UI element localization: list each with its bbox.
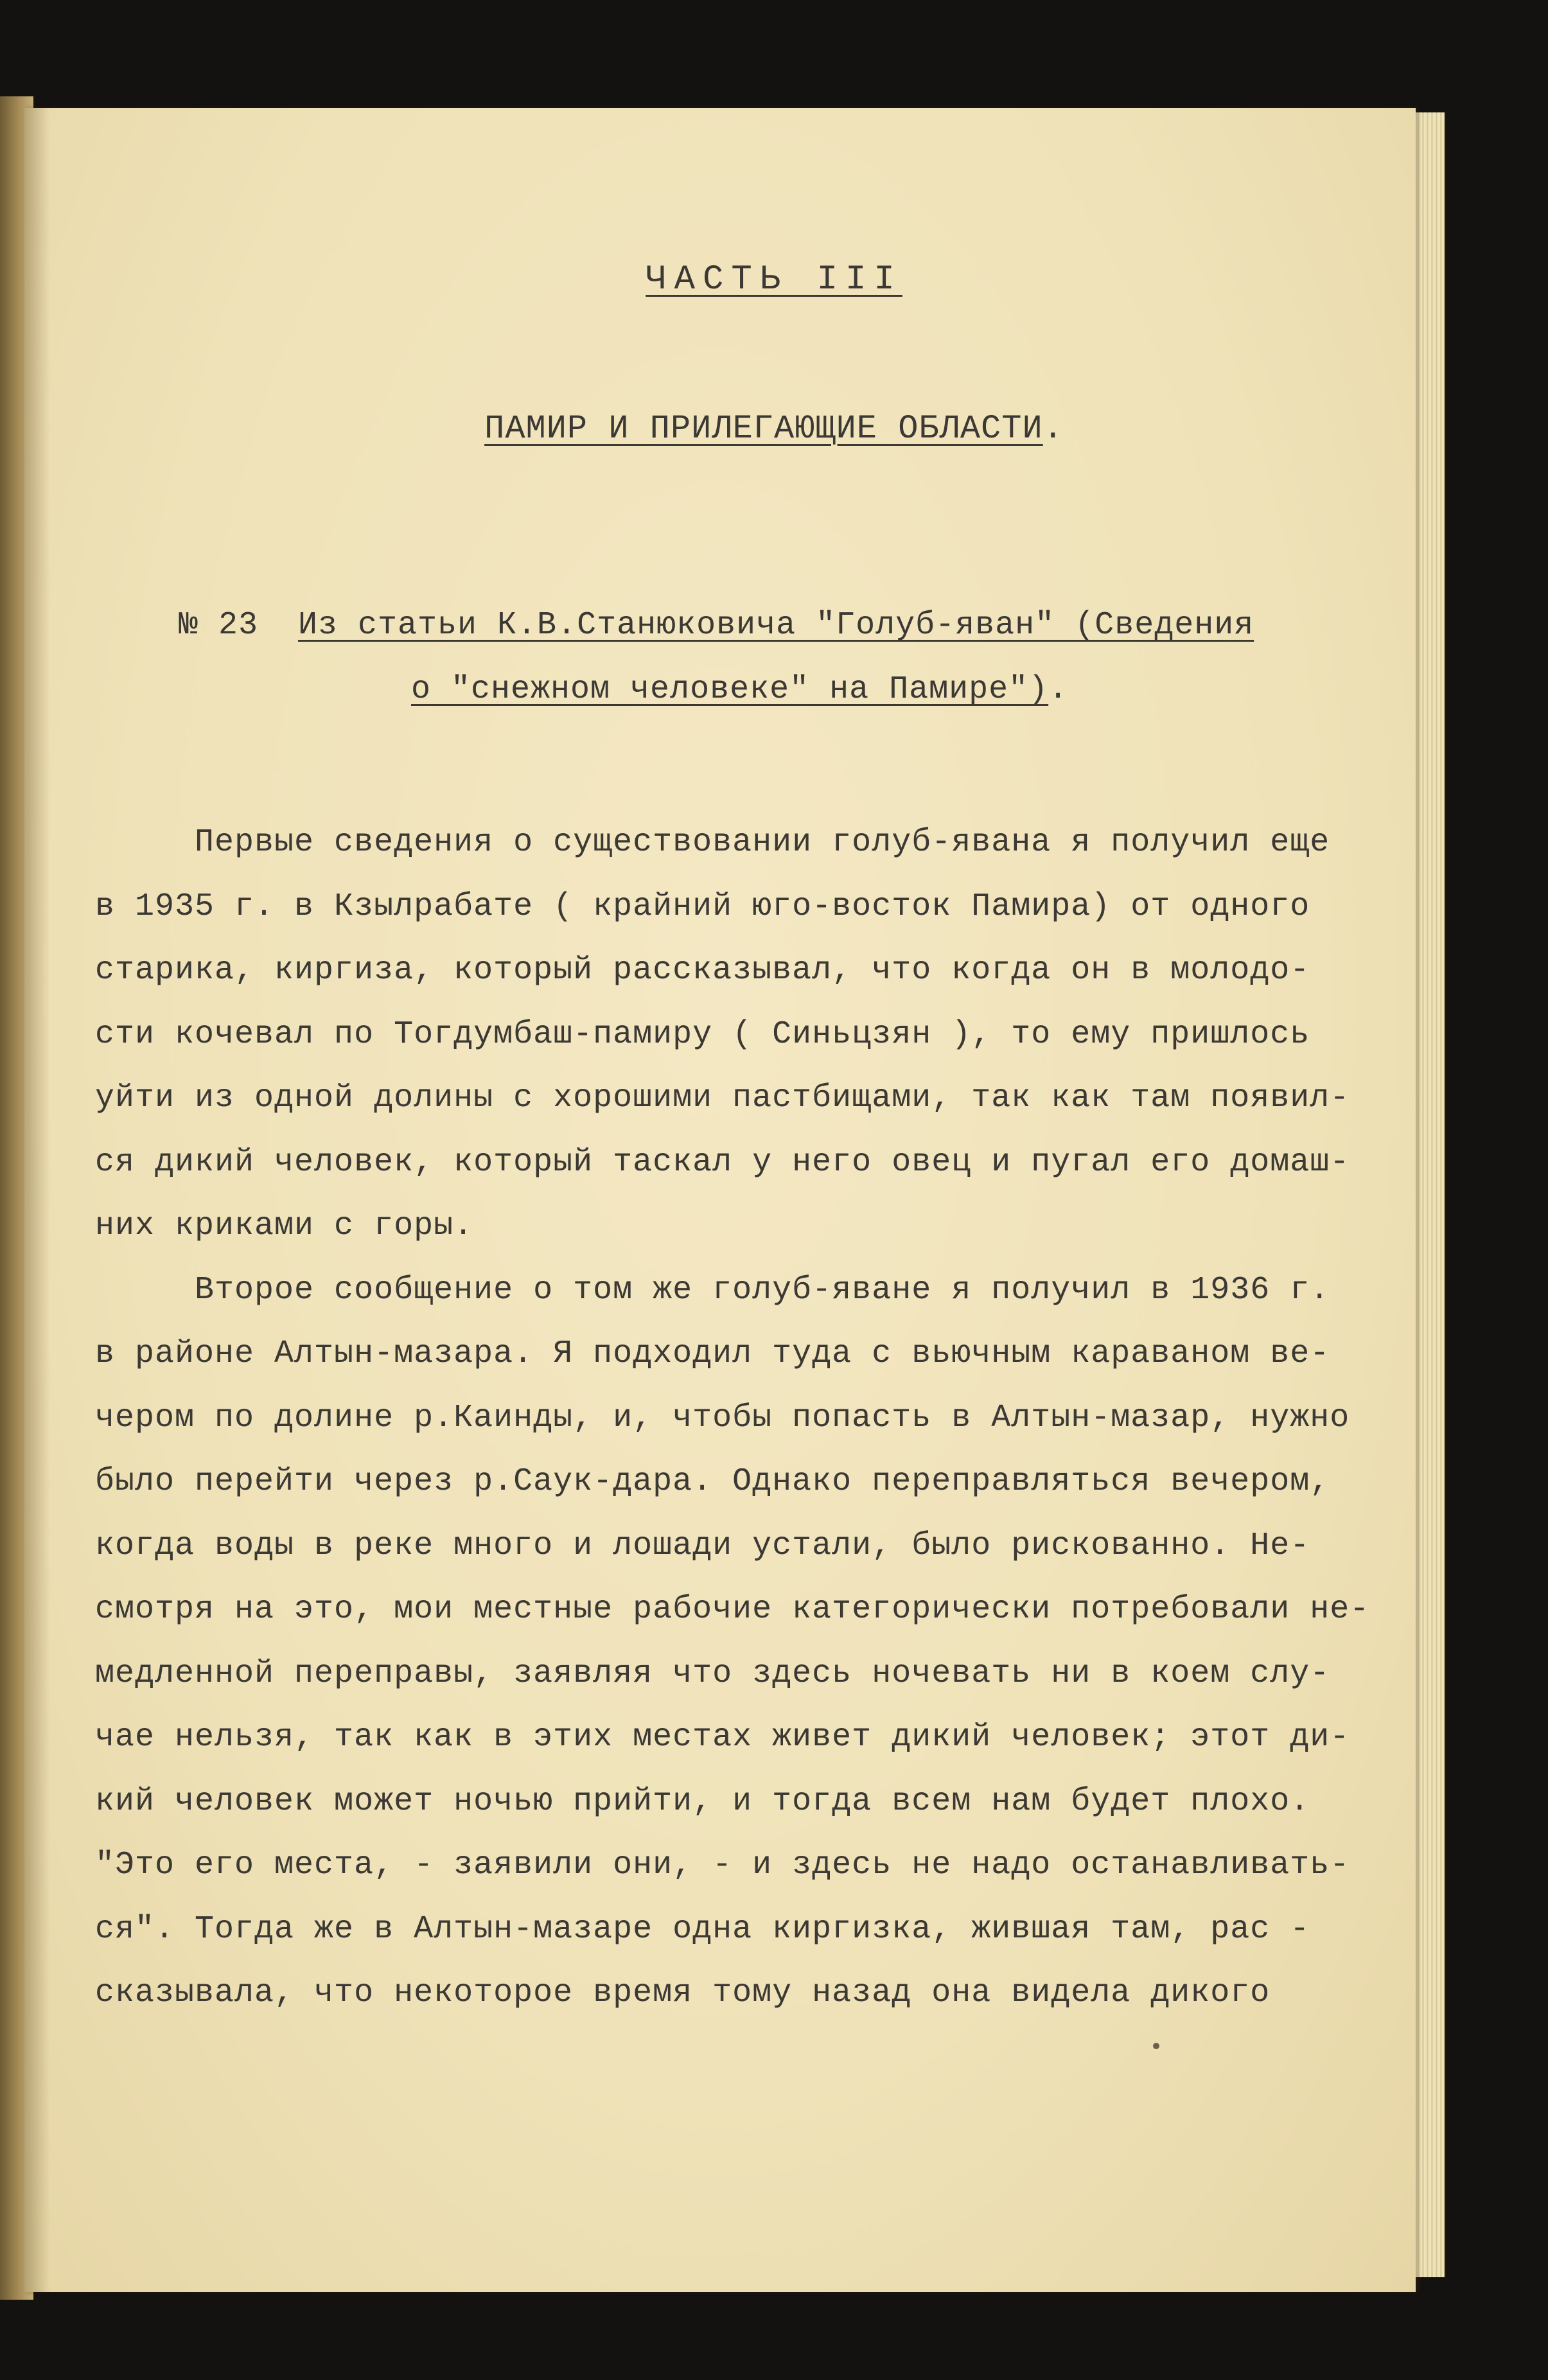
document-heading-period: . bbox=[1048, 671, 1069, 708]
part-title-text: ЧАСТЬ III bbox=[646, 260, 902, 299]
body-line: в районе Алтын-мазара. Я подходил туда с вьючным караваном ве- bbox=[95, 1335, 1330, 1372]
ink-dot-mark bbox=[1153, 2043, 1159, 2049]
body-line: них криками с горы. bbox=[95, 1208, 474, 1244]
body-line: "Это его места, - заявили они, - и здесь не надо останавливать- bbox=[95, 1847, 1350, 1883]
body-line: медленной переправы, заявляя что здесь ночевать ни в коем слу- bbox=[95, 1655, 1330, 1692]
region-title-period: . bbox=[1042, 410, 1064, 448]
body-line: Второе сообщение о том же голуб-яване я получил в 1936 г. bbox=[95, 1271, 1330, 1309]
region-title bbox=[0, 410, 1548, 448]
body-text bbox=[95, 811, 1370, 2025]
body-line: ся дикий человек, который таскал у него овец и пугал его домаш- bbox=[95, 1143, 1350, 1181]
document-number: № 23 bbox=[179, 607, 259, 644]
document-heading-line-2 bbox=[411, 671, 1068, 708]
body-line: смотря на это, мои местные рабочие категорически потребовали не- bbox=[95, 1591, 1370, 1628]
body-line: сказывала, что некоторое время тому назад она видела дикого bbox=[95, 1975, 1271, 2011]
region-title-text: ПАМИР И ПРИЛЕГАЮЩИЕ ОБЛАСТИ bbox=[484, 410, 1043, 448]
body-line: кий человек может ночью прийти, и тогда всем нам будет плохо. bbox=[95, 1783, 1310, 1820]
body-line: чером по долине р.Каинды, и, чтобы попасть в Алтын-мазар, нужно bbox=[95, 1399, 1350, 1436]
body-line: старика, киргиза, который рассказывал, что когда он в молодо- bbox=[95, 952, 1310, 989]
body-line: чае нельзя, так как в этих местах живет дикий человек; этот ди- bbox=[95, 1719, 1350, 1756]
document-heading-line-1-text: Из статьи К.В.Станюковича "Голуб-яван" (Сведения bbox=[298, 607, 1254, 644]
body-line: ся". Тогда же в Алтын-мазаре одна киргизка, жившая там, рас - bbox=[95, 1910, 1310, 1948]
body-line: было перейти через р.Саук-дара. Однако переправляться вечером, bbox=[95, 1463, 1330, 1500]
body-line: сти кочевал по Тогдумбаш-памиру ( Синьцзян ), то ему пришлось bbox=[95, 1016, 1310, 1053]
document-heading-line-1 bbox=[298, 607, 1254, 644]
document-heading-line-2-text: о "снежном человеке" на Памире") bbox=[411, 671, 1049, 708]
body-line: Первые сведения о существовании голуб-явана я получил еще bbox=[95, 824, 1330, 861]
part-title bbox=[0, 260, 1548, 299]
body-line: в 1935 г. в Кзылрабате ( крайний юго-восток Памира) от одного bbox=[95, 888, 1310, 925]
body-line: когда воды в реке много и лошади устали, было рискованно. Не- bbox=[95, 1527, 1310, 1564]
body-line: уйти из одной долины с хорошими пастбищами, так как там появил- bbox=[95, 1080, 1350, 1116]
